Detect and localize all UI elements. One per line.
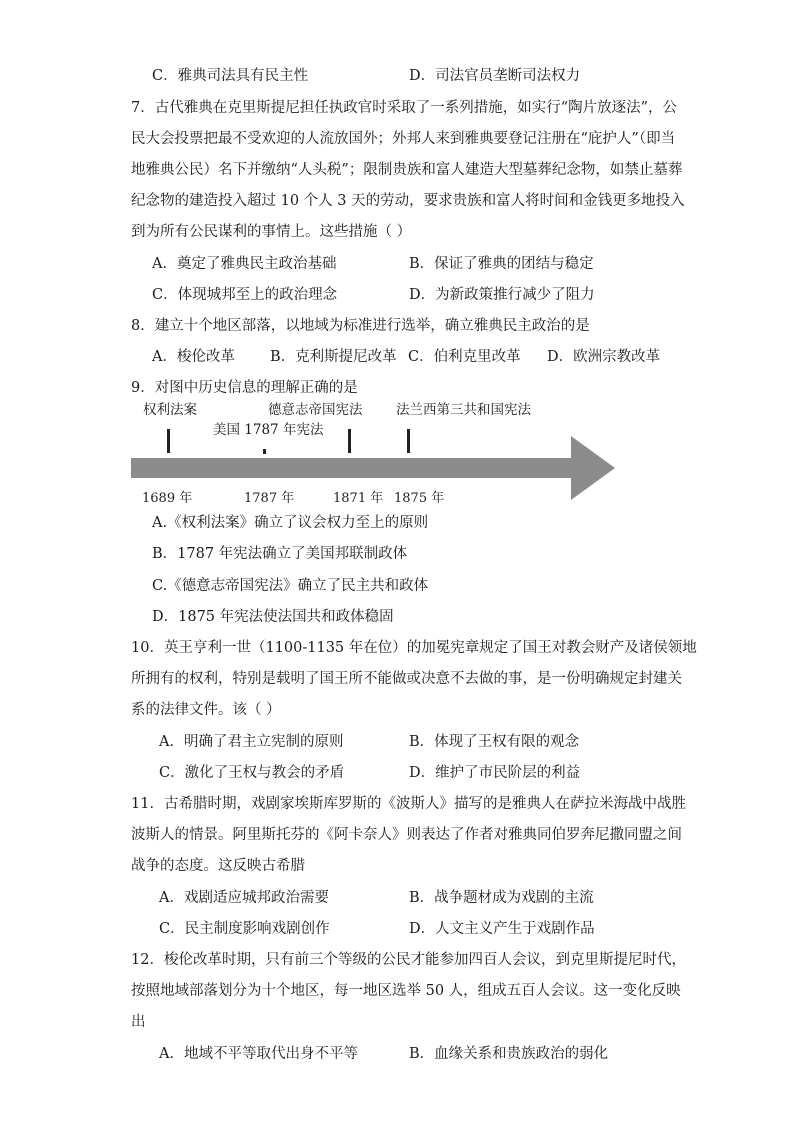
q10-stem-line-2: 所拥有的权利，特别是载明了国王所不能做或决意不去做的事，是一份明确规定封建关 (131, 671, 682, 687)
q10-stem-line-1: 10．英王亨利一世（1100-1135 年在位）的加冕宪章规定了国王对教会财产及诸侯领地 (131, 640, 697, 656)
q12-option-a: A．地域不平等取代出身不平等 (159, 1046, 358, 1062)
q9-stem: 9．对图中历史信息的理解正确的是 (131, 380, 358, 396)
q12-option-b: B．血缘关系和贵族政治的弱化 (409, 1046, 609, 1062)
q7-option-b: B．保证了雅典的团结与稳定 (409, 256, 594, 272)
q11-option-c: C．民主制度影响戏剧创作 (159, 921, 330, 937)
q9-option-b: B．1787 年宪法确立了美国邦联制政体 (152, 546, 408, 562)
q7-option-c: C．体现城邦至上的政治理念 (152, 287, 338, 303)
q7-stem-line-4: 纪念物的建造投入超过 10 个人 3 天的劳动，要求贵族和富人将时间和金钱更多地投入 (131, 193, 685, 209)
q7-stem-line-3: 地雅典公民）名下并缴纳“人头税”；限制贵族和富人建造大型墓葬纪念物，如禁止墓葬 (131, 162, 683, 178)
timeline-event-german-constitution: 德意志帝国宪法 (268, 402, 363, 418)
timeline-year-1875: 1875 年 (394, 491, 445, 506)
timeline-event-us-constitution: 美国 1787 年宪法 (213, 422, 324, 438)
q11-stem-line-3: 战争的态度。这反映古希腊 (131, 858, 305, 874)
q8-stem: 8．建立十个地区部落，以地域为标准进行选举，确立雅典民主政治的是 (131, 318, 590, 334)
q10-option-d: D．维护了市民阶层的利益 (409, 765, 581, 781)
q8-option-b: B．克利斯提尼改革 (270, 349, 397, 365)
q9-option-d: D．1875 年宪法使法国共和政体稳固 (152, 609, 394, 625)
q6-option-d: D．司法官员垄断司法权力 (409, 68, 581, 84)
timeline-event-bill-of-rights: 权利法案 (143, 402, 197, 418)
q9-option-a: A.《权利法案》确立了议会权力至上的原则 (152, 515, 429, 531)
q11-option-a: A．戏剧适应城邦政治需要 (159, 890, 329, 906)
q6-option-c: C．雅典司法具有民主性 (152, 68, 309, 84)
q11-stem-line-1: 11．古希腊时期，戏剧家埃斯库罗斯的《波斯人》描写的是雅典人在萨拉米海战中战胜 (131, 796, 686, 812)
q7-stem-line-1: 7．古代雅典在克里斯提尼担任执政官时采取了一系列措施，如实行“陶片放逐法”，公 (131, 100, 678, 116)
q10-option-b: B．体现了王权有限的观念 (409, 734, 580, 750)
q8-option-c: C．伯利克里改革 (408, 349, 521, 365)
q11-stem-line-2: 波斯人的情景。阿里斯托芬的《阿卡奈人》则表达了作者对雅典同伯罗奔尼撒同盟之间 (131, 827, 682, 843)
q7-option-a: A．奠定了雅典民主政治基础 (152, 256, 337, 272)
q11-option-d: D．人文主义产生于戏剧作品 (409, 921, 595, 937)
q7-option-d: D．为新政策推行减少了阻力 (409, 287, 595, 303)
q9-option-c: C.《德意志帝国宪法》确立了民主共和政体 (152, 578, 429, 594)
timeline-year-1689: 1689 年 (142, 491, 193, 506)
q12-stem-line-3: 出 (131, 1014, 146, 1030)
q11-option-b: B．战争题材成为戏剧的主流 (409, 890, 594, 906)
q10-stem-line-3: 系的法律文件。该（ ） (131, 702, 281, 718)
timeline-year-1787: 1787 年 (244, 491, 295, 506)
q7-stem-line-5: 到为所有公民谋利的事情上。这些措施（ ） (131, 224, 412, 240)
q7-stem-line-2: 民大会投票把最不受欢迎的人流放国外；外邦人来到雅典要登记注册在“庇护人”（即当 (131, 131, 676, 147)
q8-option-a: A．梭伦改革 (152, 349, 235, 365)
q10-option-a: A．明确了君主立宪制的原则 (159, 734, 344, 750)
timeline-event-french-constitution: 法兰西第三共和国宪法 (396, 402, 531, 418)
q8-option-d: D．欧洲宗教改革 (547, 349, 661, 365)
q10-option-c: C．激化了王权与教会的矛盾 (159, 765, 345, 781)
q12-stem-line-1: 12．梭伦改革时期，只有前三个等级的公民才能参加四百人会议，到克里斯提尼时代， (131, 952, 686, 968)
q12-stem-line-2: 按照地域部落划分为十个地区，每一地区选举 50 人，组成五百人会议。这一变化反映 (131, 983, 681, 999)
timeline-year-1871: 1871 年 (333, 491, 384, 506)
